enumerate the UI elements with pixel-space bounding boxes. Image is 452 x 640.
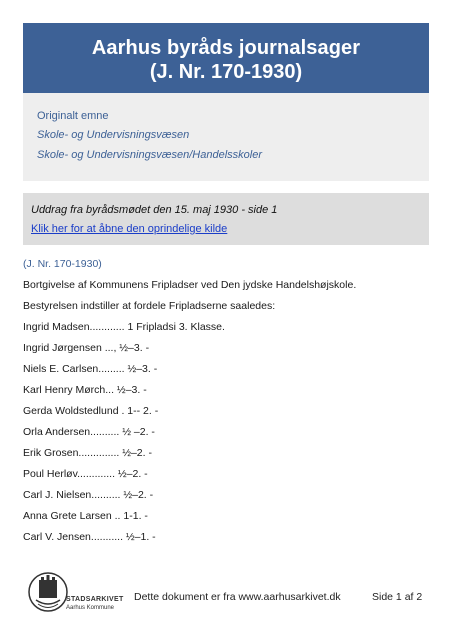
original-topics-box xyxy=(23,93,429,181)
body-line: Gerda Woldstedlund . 1-- 2. - xyxy=(23,405,159,417)
original-source-link[interactable]: Klik her for at åbne den oprindelige kilde xyxy=(31,223,228,235)
topic-item: Skole- og Undervisningsvæsen/Handelsskoler xyxy=(37,149,263,161)
body-line: Anna Grete Larsen .. 1-1. - xyxy=(23,510,148,522)
excerpt-title: Uddrag fra byrådsmødet den 15. maj 1930 - side 1 xyxy=(31,204,278,216)
journal-reference: (J. Nr. 170-1930) xyxy=(23,258,102,270)
document-journal-number: (J. Nr. 170-1930) xyxy=(149,61,303,83)
topics-label: Originalt emne xyxy=(37,110,109,122)
topic-item: Skole- og Undervisningsvæsen xyxy=(37,129,190,141)
logo-name: STADSARKIVET xyxy=(66,596,124,603)
body-line: Niels E. Carlsen......... ½–3. - xyxy=(23,363,158,375)
footer-source: Dette dokument er fra www.aarhusarkivet.dk xyxy=(134,591,341,603)
body-line: Carl V. Jensen........... ½–1. - xyxy=(23,531,156,543)
body-line: Orla Andersen.......... ½ –2. - xyxy=(23,426,155,438)
city-seal-icon xyxy=(28,570,68,614)
body-line: Bestyrelsen indstiller at fordele Fripladserne saaledes: xyxy=(23,300,276,312)
body-line: Ingrid Jørgensen ..., ½–3. - xyxy=(23,342,150,354)
document-header xyxy=(23,23,429,93)
body-line: Poul Herløv............. ½–2. - xyxy=(23,468,148,480)
logo-subtitle: Aarhus Kommune xyxy=(66,605,115,611)
document-title: Aarhus byråds journalsager xyxy=(91,37,361,59)
body-line: Bortgivelse af Kommunens Fripladser ved Den jydske Handelshøjskole. xyxy=(23,279,357,291)
excerpt-box xyxy=(23,193,429,245)
body-line: Carl J. Nielsen.......... ½–2. - xyxy=(23,489,154,501)
body-line: Erik Grosen.............. ½–2. - xyxy=(23,447,152,459)
page-number: Side 1 af 2 xyxy=(372,591,423,603)
body-line: Ingrid Madsen............ 1 Fripladsi 3. Klasse. xyxy=(23,321,225,333)
body-line: Karl Henry Mørch... ½–3. - xyxy=(23,384,147,396)
